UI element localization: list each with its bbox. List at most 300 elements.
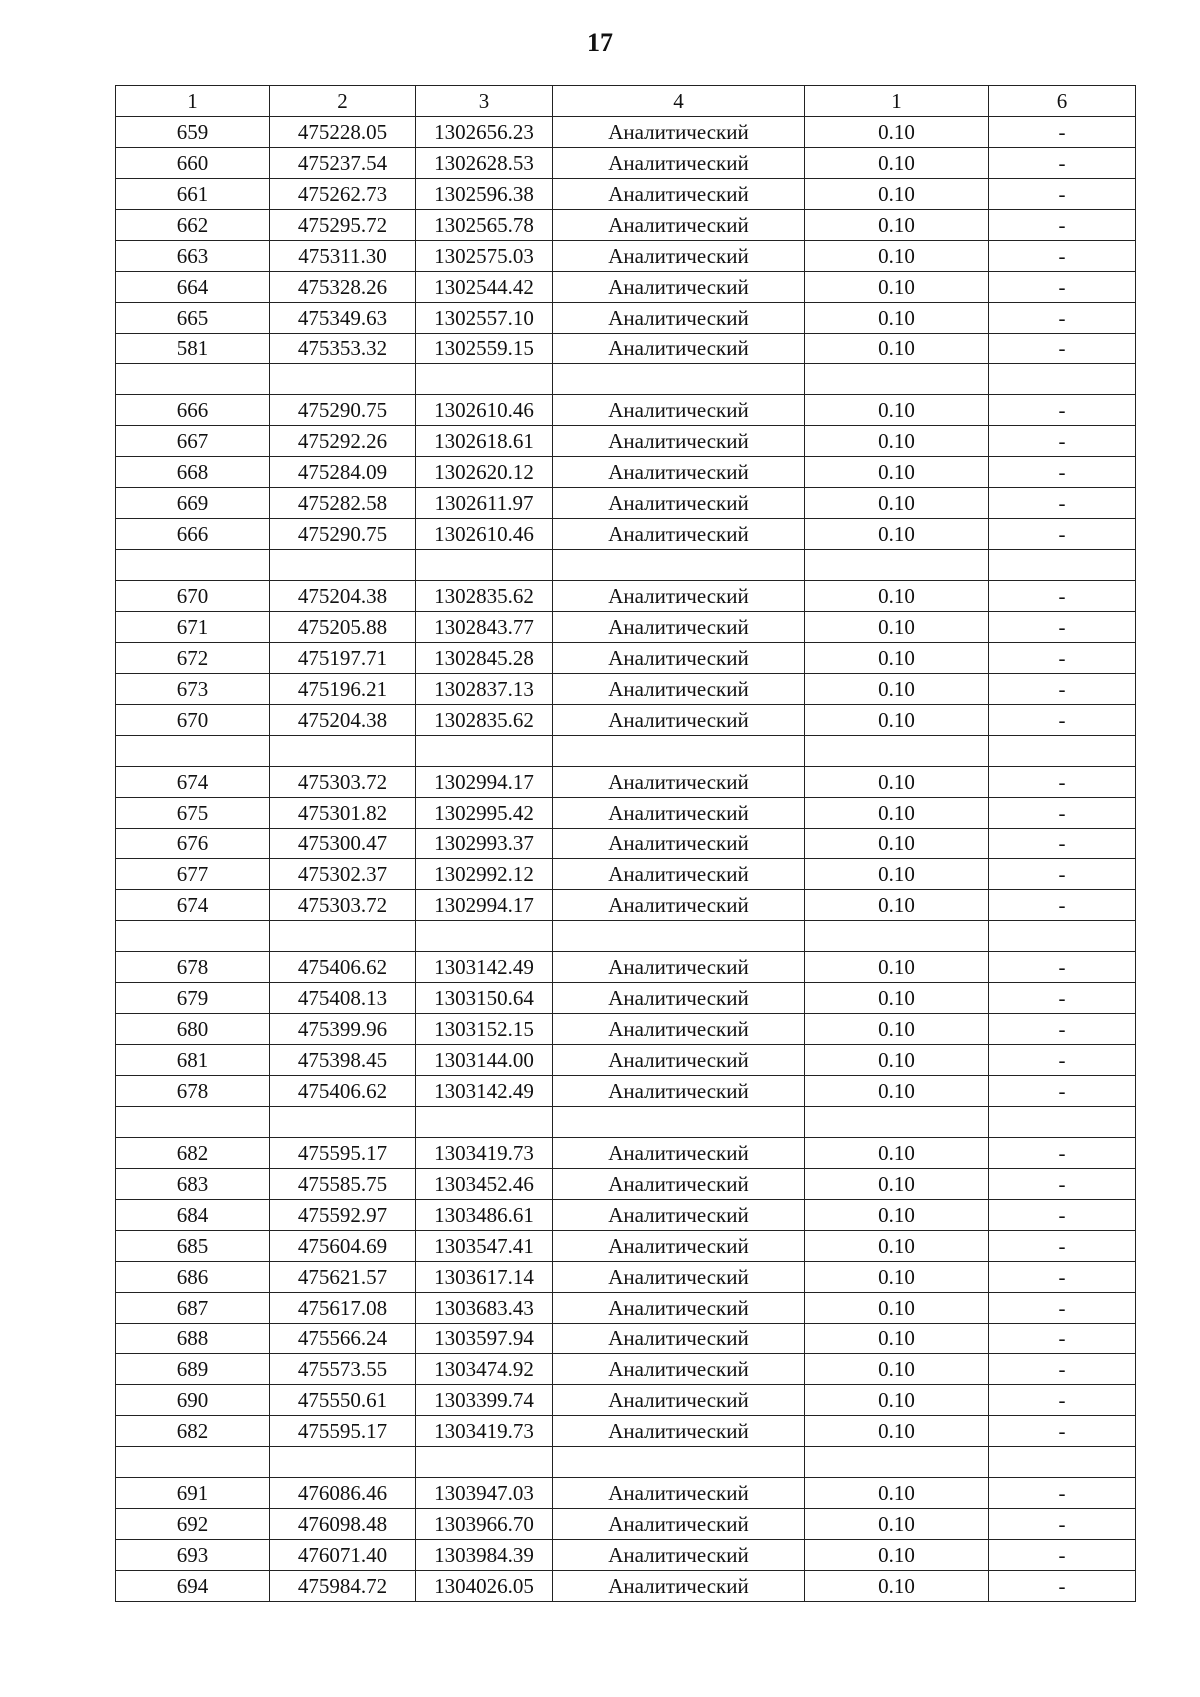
y-coordinate-cell: 1303486.61	[416, 1199, 553, 1230]
x-coordinate-cell: 475290.75	[270, 395, 416, 426]
note-cell: -	[989, 1540, 1136, 1571]
y-coordinate-cell: 1303617.14	[416, 1261, 553, 1292]
note-cell: -	[989, 1199, 1136, 1230]
method-cell: Аналитический	[553, 797, 805, 828]
point-number-cell	[116, 550, 270, 581]
table-row	[116, 1168, 1136, 1199]
point-number-cell: 676	[116, 828, 270, 859]
x-coordinate-cell: 475328.26	[270, 271, 416, 302]
x-coordinate-cell: 475204.38	[270, 704, 416, 735]
x-coordinate-cell: 475621.57	[270, 1261, 416, 1292]
accuracy-cell: 0.10	[805, 333, 989, 364]
note-cell	[989, 1447, 1136, 1478]
y-coordinate-cell: 1302559.15	[416, 333, 553, 364]
method-cell: Аналитический	[553, 890, 805, 921]
note-cell: -	[989, 642, 1136, 673]
method-cell: Аналитический	[553, 457, 805, 488]
table-row	[116, 333, 1136, 364]
note-cell: -	[989, 519, 1136, 550]
table-row	[116, 1385, 1136, 1416]
accuracy-cell: 0.10	[805, 488, 989, 519]
note-cell: -	[989, 271, 1136, 302]
accuracy-cell: 0.10	[805, 1045, 989, 1076]
x-coordinate-cell	[270, 550, 416, 581]
note-cell: -	[989, 333, 1136, 364]
note-cell	[989, 364, 1136, 395]
table-row	[116, 1509, 1136, 1540]
y-coordinate-cell: 1302837.13	[416, 673, 553, 704]
y-coordinate-cell: 1302618.61	[416, 426, 553, 457]
y-coordinate-cell: 1302596.38	[416, 178, 553, 209]
note-cell: -	[989, 178, 1136, 209]
x-coordinate-cell: 475301.82	[270, 797, 416, 828]
accuracy-cell: 0.10	[805, 1076, 989, 1107]
table-row	[116, 704, 1136, 735]
note-cell: -	[989, 1045, 1136, 1076]
note-cell	[989, 1106, 1136, 1137]
point-number-cell: 694	[116, 1571, 270, 1602]
x-coordinate-cell: 475290.75	[270, 519, 416, 550]
y-coordinate-cell: 1302992.12	[416, 859, 553, 890]
point-number-cell: 661	[116, 178, 270, 209]
accuracy-cell: 0.10	[805, 828, 989, 859]
point-number-cell: 668	[116, 457, 270, 488]
note-cell: -	[989, 1385, 1136, 1416]
point-number-cell: 681	[116, 1045, 270, 1076]
x-coordinate-cell: 475300.47	[270, 828, 416, 859]
accuracy-cell: 0.10	[805, 519, 989, 550]
y-coordinate-cell: 1304026.05	[416, 1571, 553, 1602]
header-cell-col2: 2	[270, 86, 416, 117]
x-coordinate-cell: 475573.55	[270, 1354, 416, 1385]
method-cell	[553, 735, 805, 766]
accuracy-cell	[805, 364, 989, 395]
method-cell: Аналитический	[553, 271, 805, 302]
accuracy-cell: 0.10	[805, 642, 989, 673]
accuracy-cell	[805, 735, 989, 766]
y-coordinate-cell	[416, 1106, 553, 1137]
page-number: 17	[587, 28, 613, 57]
accuracy-cell: 0.10	[805, 116, 989, 147]
table-row	[116, 952, 1136, 983]
accuracy-cell: 0.10	[805, 1385, 989, 1416]
y-coordinate-cell: 1303966.70	[416, 1509, 553, 1540]
point-number-cell: 680	[116, 1014, 270, 1045]
point-number-cell	[116, 735, 270, 766]
table-row	[116, 1416, 1136, 1447]
accuracy-cell: 0.10	[805, 426, 989, 457]
point-number-cell: 678	[116, 952, 270, 983]
point-number-cell: 685	[116, 1230, 270, 1261]
method-cell: Аналитический	[553, 426, 805, 457]
y-coordinate-cell: 1302994.17	[416, 890, 553, 921]
note-cell: -	[989, 116, 1136, 147]
separator-row	[116, 364, 1136, 395]
y-coordinate-cell: 1303399.74	[416, 1385, 553, 1416]
point-number-cell: 693	[116, 1540, 270, 1571]
table-row	[116, 519, 1136, 550]
accuracy-cell: 0.10	[805, 581, 989, 612]
method-cell: Аналитический	[553, 333, 805, 364]
point-number-cell: 687	[116, 1292, 270, 1323]
x-coordinate-cell: 475302.37	[270, 859, 416, 890]
table-row	[116, 178, 1136, 209]
table-body	[116, 116, 1136, 1601]
table-row	[116, 116, 1136, 147]
point-number-cell	[116, 1106, 270, 1137]
point-number-cell: 683	[116, 1168, 270, 1199]
y-coordinate-cell: 1302544.42	[416, 271, 553, 302]
x-coordinate-cell: 475311.30	[270, 240, 416, 271]
y-coordinate-cell: 1302994.17	[416, 766, 553, 797]
y-coordinate-cell	[416, 1447, 553, 1478]
header-row	[116, 86, 1136, 117]
table-row	[116, 457, 1136, 488]
table-row	[116, 1199, 1136, 1230]
y-coordinate-cell: 1303597.94	[416, 1323, 553, 1354]
y-coordinate-cell: 1302565.78	[416, 209, 553, 240]
y-coordinate-cell: 1303984.39	[416, 1540, 553, 1571]
note-cell: -	[989, 1292, 1136, 1323]
y-coordinate-cell: 1303947.03	[416, 1478, 553, 1509]
accuracy-cell: 0.10	[805, 1261, 989, 1292]
point-number-cell: 692	[116, 1509, 270, 1540]
accuracy-cell: 0.10	[805, 611, 989, 642]
accuracy-cell: 0.10	[805, 1168, 989, 1199]
y-coordinate-cell: 1303474.92	[416, 1354, 553, 1385]
separator-row	[116, 921, 1136, 952]
y-coordinate-cell	[416, 364, 553, 395]
point-number-cell: 688	[116, 1323, 270, 1354]
table-row	[116, 611, 1136, 642]
accuracy-cell: 0.10	[805, 1323, 989, 1354]
y-coordinate-cell: 1302835.62	[416, 581, 553, 612]
coordinates-table	[115, 85, 1136, 1602]
accuracy-cell: 0.10	[805, 1416, 989, 1447]
point-number-cell: 689	[116, 1354, 270, 1385]
accuracy-cell	[805, 550, 989, 581]
note-cell	[989, 921, 1136, 952]
note-cell: -	[989, 457, 1136, 488]
y-coordinate-cell: 1302995.42	[416, 797, 553, 828]
method-cell: Аналитический	[553, 240, 805, 271]
method-cell: Аналитический	[553, 704, 805, 735]
accuracy-cell: 0.10	[805, 1509, 989, 1540]
note-cell: -	[989, 209, 1136, 240]
table-row	[116, 983, 1136, 1014]
method-cell: Аналитический	[553, 1261, 805, 1292]
table-row	[116, 209, 1136, 240]
header-cell-col5: 1	[805, 86, 989, 117]
header-cell-col4: 4	[553, 86, 805, 117]
point-number-cell: 682	[116, 1137, 270, 1168]
x-coordinate-cell: 476086.46	[270, 1478, 416, 1509]
note-cell	[989, 735, 1136, 766]
note-cell: -	[989, 1014, 1136, 1045]
separator-row	[116, 550, 1136, 581]
table-row	[116, 766, 1136, 797]
method-cell: Аналитический	[553, 519, 805, 550]
method-cell: Аналитический	[553, 1137, 805, 1168]
point-number-cell: 674	[116, 766, 270, 797]
accuracy-cell: 0.10	[805, 457, 989, 488]
method-cell: Аналитический	[553, 611, 805, 642]
point-number-cell: 659	[116, 116, 270, 147]
table-row	[116, 1045, 1136, 1076]
y-coordinate-cell	[416, 735, 553, 766]
x-coordinate-cell: 475237.54	[270, 147, 416, 178]
note-cell: -	[989, 766, 1136, 797]
x-coordinate-cell: 475595.17	[270, 1137, 416, 1168]
x-coordinate-cell: 475408.13	[270, 983, 416, 1014]
separator-row	[116, 735, 1136, 766]
x-coordinate-cell: 475617.08	[270, 1292, 416, 1323]
x-coordinate-cell: 476071.40	[270, 1540, 416, 1571]
note-cell: -	[989, 611, 1136, 642]
method-cell: Аналитический	[553, 1292, 805, 1323]
point-number-cell: 674	[116, 890, 270, 921]
x-coordinate-cell: 475292.26	[270, 426, 416, 457]
table-row	[116, 488, 1136, 519]
x-coordinate-cell	[270, 1106, 416, 1137]
note-cell: -	[989, 828, 1136, 859]
method-cell: Аналитический	[553, 209, 805, 240]
accuracy-cell: 0.10	[805, 271, 989, 302]
y-coordinate-cell: 1303142.49	[416, 1076, 553, 1107]
y-coordinate-cell: 1303683.43	[416, 1292, 553, 1323]
accuracy-cell: 0.10	[805, 178, 989, 209]
accuracy-cell: 0.10	[805, 395, 989, 426]
y-coordinate-cell: 1303142.49	[416, 952, 553, 983]
x-coordinate-cell: 475585.75	[270, 1168, 416, 1199]
x-coordinate-cell	[270, 364, 416, 395]
x-coordinate-cell: 475262.73	[270, 178, 416, 209]
table-row	[116, 1323, 1136, 1354]
accuracy-cell: 0.10	[805, 859, 989, 890]
x-coordinate-cell	[270, 921, 416, 952]
table-row	[116, 1292, 1136, 1323]
method-cell	[553, 1447, 805, 1478]
method-cell: Аналитический	[553, 1509, 805, 1540]
note-cell: -	[989, 983, 1136, 1014]
note-cell: -	[989, 1354, 1136, 1385]
y-coordinate-cell: 1302557.10	[416, 302, 553, 333]
method-cell: Аналитический	[553, 395, 805, 426]
table-row	[116, 271, 1136, 302]
table-row	[116, 1261, 1136, 1292]
y-coordinate-cell: 1302845.28	[416, 642, 553, 673]
accuracy-cell: 0.10	[805, 1540, 989, 1571]
method-cell: Аналитический	[553, 983, 805, 1014]
table-row	[116, 890, 1136, 921]
y-coordinate-cell: 1302835.62	[416, 704, 553, 735]
accuracy-cell: 0.10	[805, 209, 989, 240]
table-row	[116, 581, 1136, 612]
x-coordinate-cell: 475592.97	[270, 1199, 416, 1230]
x-coordinate-cell: 475604.69	[270, 1230, 416, 1261]
y-coordinate-cell: 1303144.00	[416, 1045, 553, 1076]
point-number-cell: 673	[116, 673, 270, 704]
header-cell-col3: 3	[416, 86, 553, 117]
x-coordinate-cell: 475204.38	[270, 581, 416, 612]
accuracy-cell: 0.10	[805, 766, 989, 797]
y-coordinate-cell: 1302610.46	[416, 519, 553, 550]
note-cell: -	[989, 1230, 1136, 1261]
method-cell: Аналитический	[553, 302, 805, 333]
y-coordinate-cell: 1302993.37	[416, 828, 553, 859]
x-coordinate-cell: 475205.88	[270, 611, 416, 642]
note-cell: -	[989, 488, 1136, 519]
note-cell: -	[989, 1323, 1136, 1354]
point-number-cell: 581	[116, 333, 270, 364]
note-cell: -	[989, 1571, 1136, 1602]
x-coordinate-cell	[270, 735, 416, 766]
y-coordinate-cell	[416, 550, 553, 581]
y-coordinate-cell: 1303150.64	[416, 983, 553, 1014]
x-coordinate-cell	[270, 1447, 416, 1478]
x-coordinate-cell: 475595.17	[270, 1416, 416, 1447]
point-number-cell: 666	[116, 395, 270, 426]
note-cell: -	[989, 426, 1136, 457]
table-row	[116, 1076, 1136, 1107]
point-number-cell: 684	[116, 1199, 270, 1230]
method-cell: Аналитический	[553, 1230, 805, 1261]
note-cell: -	[989, 1261, 1136, 1292]
x-coordinate-cell: 475282.58	[270, 488, 416, 519]
method-cell: Аналитический	[553, 581, 805, 612]
note-cell: -	[989, 1168, 1136, 1199]
note-cell: -	[989, 673, 1136, 704]
accuracy-cell	[805, 1106, 989, 1137]
y-coordinate-cell: 1302610.46	[416, 395, 553, 426]
note-cell: -	[989, 147, 1136, 178]
note-cell: -	[989, 581, 1136, 612]
point-number-cell	[116, 364, 270, 395]
point-number-cell: 682	[116, 1416, 270, 1447]
accuracy-cell: 0.10	[805, 1354, 989, 1385]
note-cell: -	[989, 704, 1136, 735]
y-coordinate-cell: 1303419.73	[416, 1416, 553, 1447]
x-coordinate-cell: 475295.72	[270, 209, 416, 240]
method-cell: Аналитический	[553, 766, 805, 797]
note-cell: -	[989, 890, 1136, 921]
table-row	[116, 673, 1136, 704]
note-cell: -	[989, 952, 1136, 983]
table-row	[116, 426, 1136, 457]
table-row	[116, 1354, 1136, 1385]
note-cell: -	[989, 859, 1136, 890]
accuracy-cell: 0.10	[805, 302, 989, 333]
accuracy-cell: 0.10	[805, 1014, 989, 1045]
point-number-cell: 672	[116, 642, 270, 673]
note-cell: -	[989, 395, 1136, 426]
x-coordinate-cell: 475398.45	[270, 1045, 416, 1076]
accuracy-cell: 0.10	[805, 1137, 989, 1168]
point-number-cell: 670	[116, 704, 270, 735]
method-cell: Аналитический	[553, 828, 805, 859]
point-number-cell: 662	[116, 209, 270, 240]
table-row	[116, 1478, 1136, 1509]
method-cell: Аналитический	[553, 116, 805, 147]
x-coordinate-cell: 475406.62	[270, 952, 416, 983]
point-number-cell: 671	[116, 611, 270, 642]
x-coordinate-cell: 475349.63	[270, 302, 416, 333]
x-coordinate-cell: 475566.24	[270, 1323, 416, 1354]
point-number-cell: 686	[116, 1261, 270, 1292]
header-cell-col1: 1	[116, 86, 270, 117]
y-coordinate-cell: 1303419.73	[416, 1137, 553, 1168]
method-cell: Аналитический	[553, 673, 805, 704]
x-coordinate-cell: 475406.62	[270, 1076, 416, 1107]
x-coordinate-cell: 475228.05	[270, 116, 416, 147]
table-row	[116, 1540, 1136, 1571]
accuracy-cell: 0.10	[805, 240, 989, 271]
table-row	[116, 1137, 1136, 1168]
note-cell: -	[989, 797, 1136, 828]
accuracy-cell: 0.10	[805, 147, 989, 178]
method-cell: Аналитический	[553, 178, 805, 209]
table-row	[116, 1571, 1136, 1602]
x-coordinate-cell: 475197.71	[270, 642, 416, 673]
header-cell-col6: 6	[989, 86, 1136, 117]
method-cell: Аналитический	[553, 1014, 805, 1045]
x-coordinate-cell: 475399.96	[270, 1014, 416, 1045]
accuracy-cell: 0.10	[805, 1571, 989, 1602]
note-cell: -	[989, 1416, 1136, 1447]
note-cell: -	[989, 1509, 1136, 1540]
accuracy-cell: 0.10	[805, 983, 989, 1014]
y-coordinate-cell: 1302620.12	[416, 457, 553, 488]
accuracy-cell: 0.10	[805, 1292, 989, 1323]
accuracy-cell	[805, 1447, 989, 1478]
y-coordinate-cell: 1303547.41	[416, 1230, 553, 1261]
method-cell: Аналитический	[553, 1540, 805, 1571]
accuracy-cell: 0.10	[805, 673, 989, 704]
separator-row	[116, 1447, 1136, 1478]
table-row	[116, 395, 1136, 426]
accuracy-cell: 0.10	[805, 1230, 989, 1261]
method-cell: Аналитический	[553, 859, 805, 890]
note-cell: -	[989, 1076, 1136, 1107]
x-coordinate-cell: 475984.72	[270, 1571, 416, 1602]
x-coordinate-cell: 475353.32	[270, 333, 416, 364]
y-coordinate-cell: 1302611.97	[416, 488, 553, 519]
table-row	[116, 642, 1136, 673]
point-number-cell: 663	[116, 240, 270, 271]
x-coordinate-cell: 475303.72	[270, 890, 416, 921]
accuracy-cell: 0.10	[805, 797, 989, 828]
note-cell	[989, 550, 1136, 581]
point-number-cell: 667	[116, 426, 270, 457]
table-row	[116, 828, 1136, 859]
point-number-cell: 665	[116, 302, 270, 333]
accuracy-cell: 0.10	[805, 1478, 989, 1509]
method-cell: Аналитический	[553, 1199, 805, 1230]
x-coordinate-cell: 475196.21	[270, 673, 416, 704]
accuracy-cell: 0.10	[805, 1199, 989, 1230]
method-cell	[553, 1106, 805, 1137]
note-cell: -	[989, 1137, 1136, 1168]
table-row	[116, 302, 1136, 333]
accuracy-cell: 0.10	[805, 890, 989, 921]
point-number-cell: 666	[116, 519, 270, 550]
method-cell: Аналитический	[553, 1323, 805, 1354]
accuracy-cell	[805, 921, 989, 952]
method-cell: Аналитический	[553, 1076, 805, 1107]
y-coordinate-cell	[416, 921, 553, 952]
point-number-cell: 660	[116, 147, 270, 178]
x-coordinate-cell: 475550.61	[270, 1385, 416, 1416]
